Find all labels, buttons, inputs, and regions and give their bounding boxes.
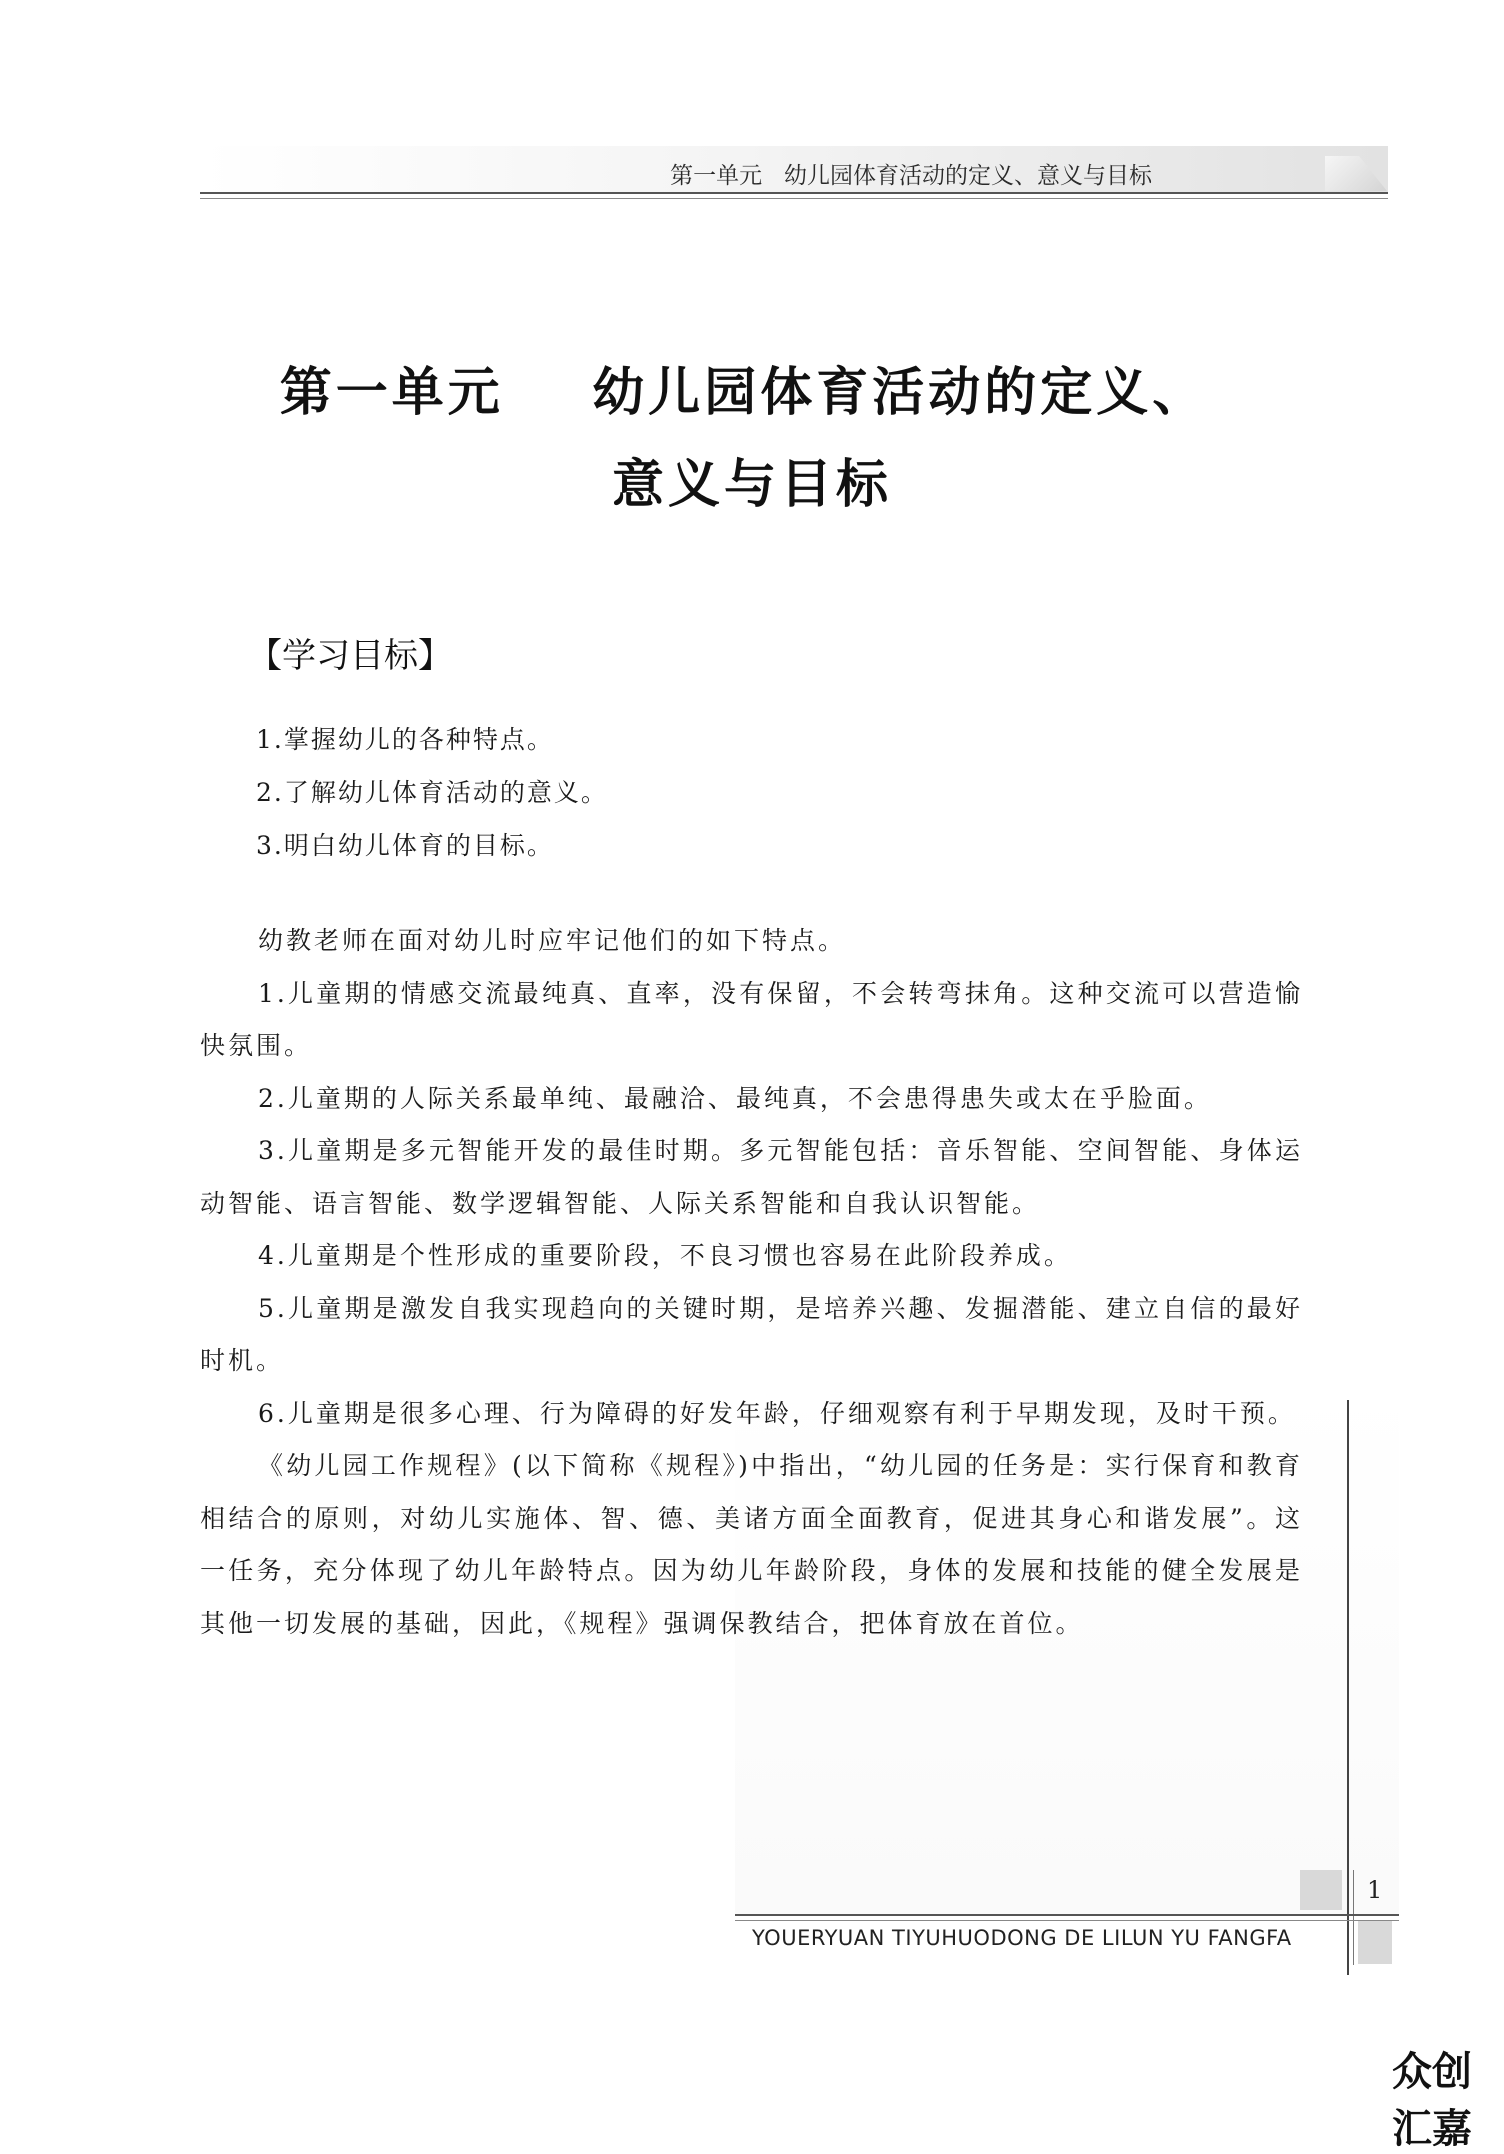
body-text — [200, 915, 1303, 1650]
header-rule-thin — [200, 198, 1388, 199]
body-paragraph: 《幼儿园工作规程》(以下简称《规程》)中指出，“幼儿园的任务是：实行保育和教育相结合的原则，对幼儿实施体、智、德、美诸方面全面教育，促进其身心和谐发展”。这一任务，充分体现了幼儿年龄特点。因为幼儿年龄阶段，身体的发展和技能的健全发展是其他一切发展的基础，因此，《规程》强调保教结合，把体育放在首位。 — [200, 1451, 1303, 1638]
learning-goals-heading: 【学习目标】 — [248, 636, 452, 676]
body-paragraph: 6.儿童期是很多心理、行为障碍的好发年龄，仔细观察有利于早期发现，及时干预。 — [258, 1398, 1296, 1428]
body-paragraph: 2.儿童期的人际关系最单纯、最融洽、最纯真，不会患得患失或太在乎脸面。 — [258, 1083, 1212, 1113]
body-paragraph: 3.儿童期是多元智能开发的最佳时期。多元智能包括：音乐智能、空间智能、身体运动智能、语言智能、数学逻辑智能、人际关系智能和自我认识智能。 — [200, 1136, 1303, 1218]
footer-rule-thin — [735, 1920, 1399, 1921]
body-paragraph: 1.儿童期的情感交流最纯真、直率，没有保留，不会转弯抹角。这种交流可以营造愉快氛围。 — [200, 978, 1303, 1060]
page-number-box — [1300, 1870, 1342, 1910]
learning-goal-item: 3.明白幼儿体育的目标。 — [256, 831, 554, 860]
body-paragraph: 5.儿童期是激发自我实现趋向的关键时期，是培养兴趣、发掘潜能、建立自信的最好时机。 — [200, 1293, 1303, 1375]
footer-rule — [735, 1914, 1399, 1916]
footer-vertical-rule-thin — [1353, 1870, 1354, 1965]
body-paragraph: 4.儿童期是个性形成的重要阶段，不良习惯也容易在此阶段养成。 — [258, 1241, 1072, 1270]
footer-corner-box — [1358, 1920, 1392, 1964]
learning-goal-item: 1.掌握幼儿的各种特点。 — [256, 725, 554, 754]
watermark-logo: 众创汇嘉 — [1392, 2049, 1472, 2152]
header-rule — [200, 192, 1388, 194]
chapter-title-line-1: 第一单元 幼儿园体育活动的定义、 — [279, 363, 1209, 423]
learning-goal-item: 2.了解幼儿体育活动的意义。 — [256, 778, 608, 807]
running-header: 第一单元 幼儿园体育活动的定义、意义与目标 — [670, 163, 1152, 189]
chapter-title-line-2: 意义与目标 — [611, 455, 892, 515]
body-paragraph: 幼教老师在面对幼儿时应牢记他们的如下特点。 — [258, 926, 847, 955]
footer-book-title: YOUERYUAN TIYUHUODONG DE LILUN YU FANGFA — [752, 1926, 1292, 1950]
page-number: 1 — [1367, 1876, 1383, 1904]
footer-vertical-rule — [1347, 1400, 1349, 1975]
